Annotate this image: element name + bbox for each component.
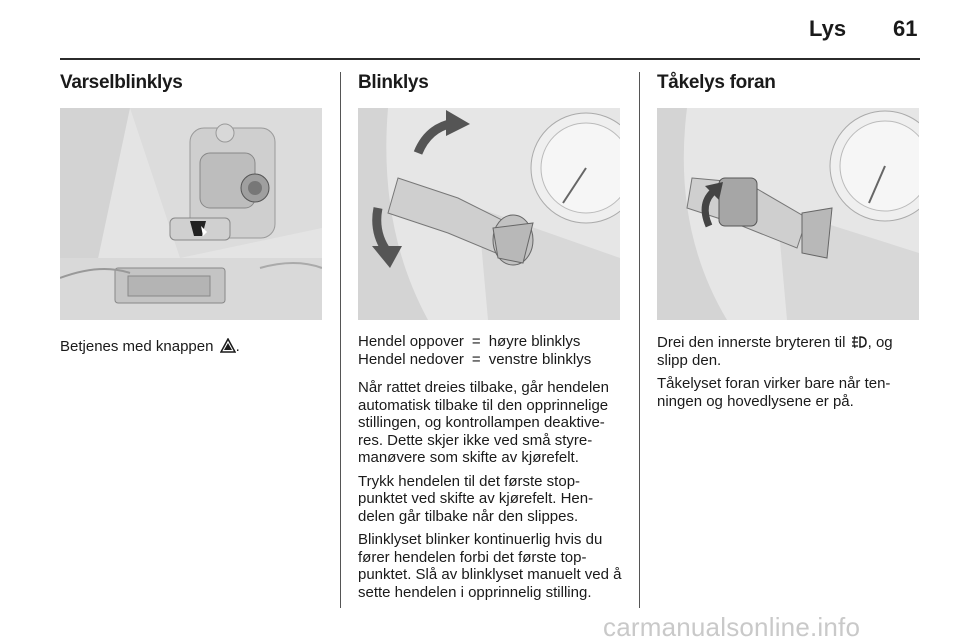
- hazard-instruction-end: .: [235, 338, 240, 355]
- column-turn-signals: [358, 72, 622, 601]
- front-fog-light-icon: [850, 335, 868, 349]
- table-row: [358, 351, 591, 369]
- column-divider: [639, 72, 640, 608]
- equals-sign: =: [471, 333, 481, 350]
- section-heading: Tåkelys foran: [657, 72, 776, 93]
- lever-result: høyre blinklys: [488, 333, 581, 350]
- hazard-instruction-text: Betjenes med knappen: [60, 338, 214, 355]
- table-row: [358, 333, 591, 351]
- equals-sign: =: [471, 350, 481, 368]
- header-rule: [60, 58, 920, 60]
- page-section-title: Lys: [809, 16, 847, 41]
- hazard-switch-illustration: [60, 108, 322, 320]
- hazard-warning-icon: [220, 338, 236, 353]
- column-divider: [340, 72, 341, 608]
- fog-instruction-text: Drei den innerste bryteren til: [657, 334, 846, 351]
- turn-signal-lever-illustration: [358, 108, 620, 320]
- body-paragraph: Blinklyset blinker kontinuerlig hvis du fører hendelen forbi det første top-punktet. Slå av blinklyset manuelt ved å sette hendelen i opprinnelig stilling.: [358, 531, 622, 601]
- body-paragraph: Tåkelyset foran virker bare når ten-ningen og hovedlysene er på.: [657, 375, 891, 410]
- body-paragraph: Trykk hendelen til det første stop-punktet ved skifte av kjørefelt. Hen-delen går tilbake når den slippes.: [358, 472, 594, 525]
- page-header: [0, 0, 960, 60]
- section-heading: Blinklys: [358, 72, 429, 93]
- lever-action: Hendel oppover: [358, 333, 464, 350]
- hazard-instruction: [60, 338, 324, 356]
- front-fog-switch-illustration: [657, 108, 919, 320]
- lever-result: venstre blinklys: [488, 350, 592, 368]
- body-paragraph: Når rattet dreies tilbake, går hendelen automatisk tilbake til den opprinnelige stillingen, og kontrollampen deaktive-res. Dette skjer ikke ved små styre-manøvere som skifte av kjørefelt.: [358, 379, 609, 466]
- fog-instruction: [657, 334, 920, 369]
- lever-function-table: [358, 333, 591, 368]
- lever-action: Hendel nedover: [358, 350, 464, 368]
- fog-instruction-end: , og slipp den.: [657, 334, 893, 369]
- page-number: 61: [893, 16, 918, 41]
- column-front-fog-lights: [657, 72, 920, 410]
- section-heading: Varselblinklys: [60, 72, 183, 93]
- column-hazard-lights: [60, 72, 324, 356]
- watermark: carmanualsonline.info: [603, 612, 861, 642]
